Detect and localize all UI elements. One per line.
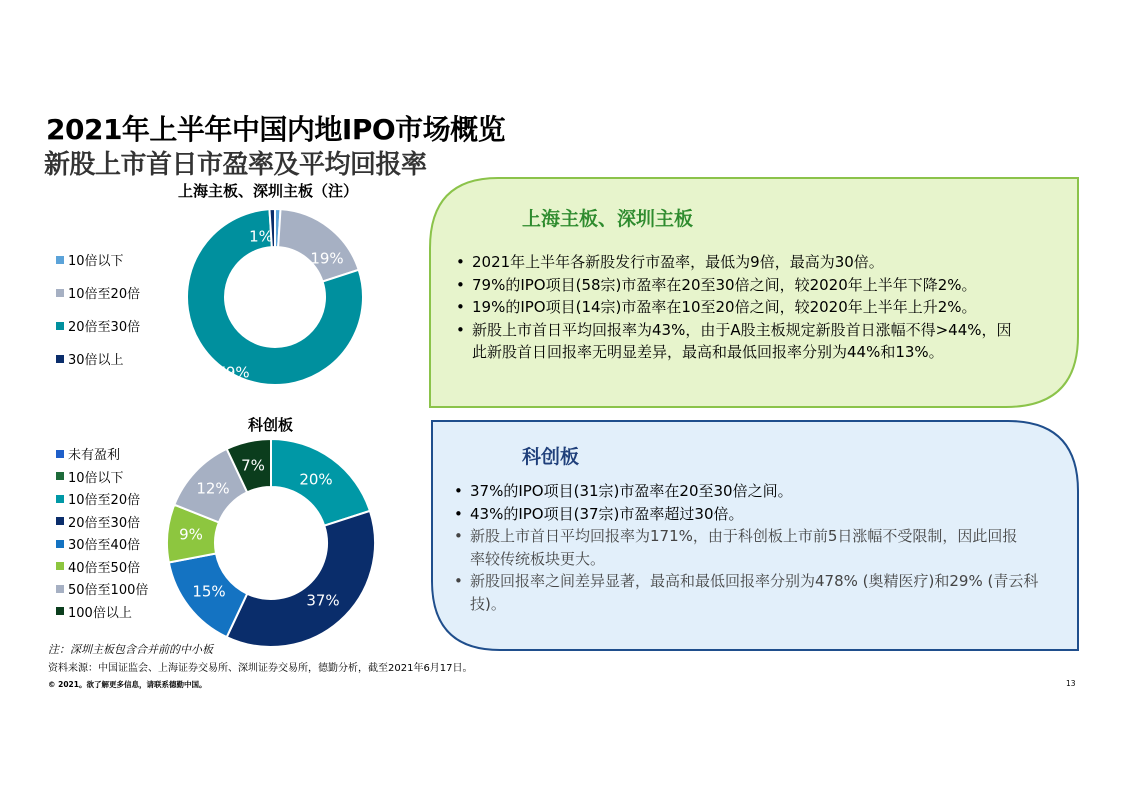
chart1-title: 上海主板、深圳主板（注） xyxy=(178,182,359,200)
legend-label: 100倍以上 xyxy=(68,605,132,621)
star-market-bullet: • 新股回报率之间差异显著，最高和最低回报率分别为478% (奥精医疗)和29% (青云科技)。 xyxy=(454,570,1050,615)
main-board-bullet: • 新股上市首日平均回报率为43%，由于A股主板规定新股首日涨幅不得>44%，因此新股首日回报率无明显差异，最高和最低回报率分别为44%和13%。 xyxy=(456,319,1012,364)
legend-swatch xyxy=(56,495,64,503)
star-market-bullet: • 37%的IPO项目(31宗)市盈率在20至30倍之间。 xyxy=(454,480,1044,503)
donut-data-label: 9% xyxy=(179,525,203,544)
donut-data-label: 15% xyxy=(192,582,226,601)
legend-swatch xyxy=(56,450,64,458)
donut-data-label: 19% xyxy=(310,249,344,268)
source-text: 资料来源：中国证监会、上海证券交易所、深圳证券交易所，德勤分析，截至2021年6月17日。 xyxy=(48,663,473,674)
legend-label: 10倍以下 xyxy=(68,470,124,486)
legend-label: 40倍至50倍 xyxy=(68,560,141,576)
legend-item xyxy=(56,602,132,621)
main-board-box-title: 上海主板、深圳主板 xyxy=(522,208,694,230)
page-number: 13 xyxy=(1066,679,1076,688)
legend-item xyxy=(56,534,140,553)
legend-label: 50倍至100倍 xyxy=(68,583,149,598)
legend-swatch xyxy=(56,562,64,570)
legend-label: 20倍至30倍 xyxy=(68,320,141,335)
legend-swatch xyxy=(56,517,64,525)
donut-data-label: 20% xyxy=(299,470,333,489)
star-market-bullets xyxy=(454,480,1044,615)
star-market-bullet: • 新股上市首日平均回报率为171%，由于科创板上市前5日涨幅不受限制，因此回报率较传统板块更大。 xyxy=(454,525,1030,570)
legend-item xyxy=(56,512,140,531)
main-board-box xyxy=(428,176,1080,409)
donut-data-label: 1% xyxy=(249,227,273,246)
page-title: 2021年上半年中国内地IPO市场概览 xyxy=(46,113,506,146)
legend-swatch xyxy=(56,472,64,480)
main-board-bullets xyxy=(456,251,1056,364)
donut-slice xyxy=(278,209,359,281)
legend-label: 30倍至40倍 xyxy=(68,538,141,553)
legend-swatch xyxy=(56,540,64,548)
legend-swatch xyxy=(56,585,64,593)
legend-item xyxy=(56,316,140,335)
legend-swatch xyxy=(56,355,64,363)
legend-item xyxy=(56,349,124,368)
footnote: 注：深圳主板包含合并前的中小板 xyxy=(48,643,213,656)
main-board-bullet: • 19%的IPO项目(14宗)市盈率在10至20倍之间，较2020年上半年上升2%。 xyxy=(456,296,1056,319)
star-market-box-title: 科创板 xyxy=(522,446,580,468)
chart2-title: 科创板 xyxy=(248,416,294,434)
donut-data-label: 79% xyxy=(216,363,250,382)
legend-item xyxy=(56,250,124,269)
main-board-bullet: • 79%的IPO项目(58宗)市盈率在20至30倍之间，较2020年上半年下降2%。 xyxy=(456,274,1056,297)
donut-slice xyxy=(227,511,375,647)
legend-item xyxy=(56,579,148,598)
legend-item xyxy=(56,467,124,486)
chart2-donut xyxy=(163,436,379,650)
legend-item xyxy=(56,557,140,576)
chart2-legend xyxy=(56,444,166,624)
legend-label: 未有盈利 xyxy=(68,448,121,463)
legend-label: 10倍至20倍 xyxy=(68,493,141,508)
legend-swatch xyxy=(56,322,64,330)
copyright: © 2021。欲了解更多信息，请联系德勤中国。 xyxy=(48,680,207,689)
legend-item xyxy=(56,283,140,302)
chart1-legend xyxy=(56,250,166,370)
chart1-donut xyxy=(170,205,380,389)
legend-label: 10倍至20倍 xyxy=(68,287,141,302)
donut-data-label: 12% xyxy=(196,479,230,498)
star-market-bullet: • 43%的IPO项目(37宗)市盈率超过30倍。 xyxy=(454,503,1044,526)
legend-swatch xyxy=(56,256,64,264)
donut-data-label: 37% xyxy=(306,591,340,610)
page-subtitle: 新股上市首日市盈率及平均回报率 xyxy=(44,150,427,180)
main-board-bullet: • 2021年上半年各新股发行市盈率，最低为9倍，最高为30倍。 xyxy=(456,251,1056,274)
legend-label: 10倍以下 xyxy=(68,254,124,269)
legend-item xyxy=(56,444,120,463)
legend-swatch xyxy=(56,607,64,615)
star-market-box xyxy=(430,419,1080,652)
legend-swatch xyxy=(56,289,64,297)
legend-item xyxy=(56,489,140,508)
legend-label: 30倍以上 xyxy=(68,353,124,368)
donut-data-label: 7% xyxy=(241,456,265,475)
legend-label: 20倍至30倍 xyxy=(68,515,141,531)
